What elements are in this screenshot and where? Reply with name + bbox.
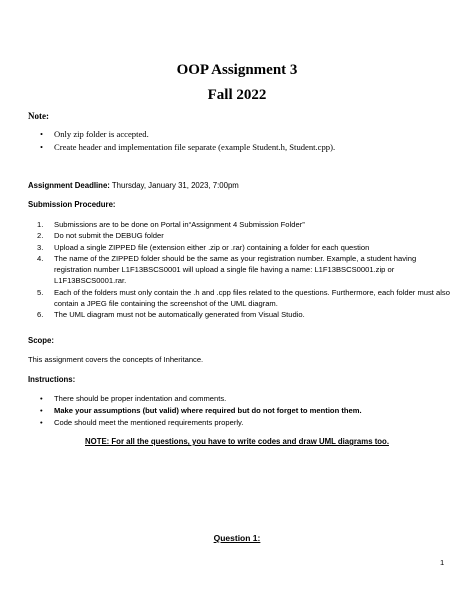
scope-text: This assignment covers the concepts of Inheritance. [28, 355, 204, 364]
procedure-item [37, 219, 455, 230]
note-label: Note: [28, 111, 49, 121]
procedure-item [37, 242, 455, 253]
deadline-label: Assignment Deadline: [28, 181, 110, 190]
scope-label: Scope: [28, 336, 54, 345]
deadline-line [28, 181, 239, 190]
procedure-item [37, 253, 455, 287]
procedure-text: Each of the folders must only contain the .h and .cpp files related to the questions. Furthermore, each folder must also contain a JPEG file containing the screenshot of the UML diagram. [54, 287, 450, 309]
bullet-icon: • [40, 406, 43, 415]
procedure-text: Do not submit the DEBUG folder [54, 231, 164, 241]
note-list [40, 128, 335, 154]
procedure-text: Upload a single ZIPPED file (extension either .zip or .rar) containing a folder for each question [54, 242, 370, 252]
procedure-label: Submission Procedure: [28, 200, 116, 209]
bullet-icon: • [40, 394, 43, 403]
deadline-value: Thursday, January 31, 2023, 7:00pm [111, 181, 239, 190]
procedure-number: 3. [37, 242, 44, 252]
instructions-label: Instructions: [28, 375, 76, 384]
instruction-text: Code should meet the mentioned requirements properly. [54, 418, 244, 427]
procedure-number: 1. [37, 220, 44, 229]
procedure-text: Submissions are to be done on Portal in“Assignment 4 Submission Folder” [54, 220, 305, 229]
bottom-note: NOTE: For all the questions, you have to write codes and draw UML diagrams too. [85, 437, 389, 446]
bullet-icon: • [40, 142, 44, 152]
bullet-icon: • [40, 129, 44, 139]
procedure-number: 4. [37, 253, 44, 263]
note-item-text: Create header and implementation file separate (example Student.h, Student.cpp). [54, 142, 336, 152]
note-item [40, 141, 335, 154]
procedure-number: 6. [37, 310, 44, 320]
bullet-icon: • [40, 418, 43, 427]
note-item-text: Only zip folder is accepted. [54, 129, 149, 139]
document-title: OOP Assignment 3 [176, 62, 298, 78]
instruction-item [40, 393, 362, 405]
instruction-item [40, 405, 362, 417]
instruction-text: There should be proper indentation and comments. [54, 394, 227, 403]
procedure-number: 5. [37, 287, 44, 297]
procedure-text: The UML diagram must not be automatically generated from Visual Studio. [54, 310, 305, 320]
instructions-list [40, 393, 362, 429]
note-item [40, 128, 335, 141]
procedure-item [37, 287, 455, 310]
instruction-text: Make your assumptions (but valid) where required but do not forget to mention them. [54, 406, 362, 415]
procedure-number: 2. [37, 231, 44, 241]
question-heading: Question 1: [213, 533, 261, 543]
procedure-item [37, 309, 455, 320]
procedure-text: The name of the ZIPPED folder should be the same as your registration number. Example, a student having registration number L1F13BSCS0001 will upload a single file having a name: L1F13BSCS0001.zip or L1F13BSCS0001.rar. [54, 253, 417, 286]
document-subtitle: Fall 2022 [207, 87, 267, 103]
procedure-list [37, 219, 455, 321]
procedure-item [37, 230, 455, 241]
instruction-item [40, 417, 362, 429]
page-number: 1 [440, 558, 445, 567]
